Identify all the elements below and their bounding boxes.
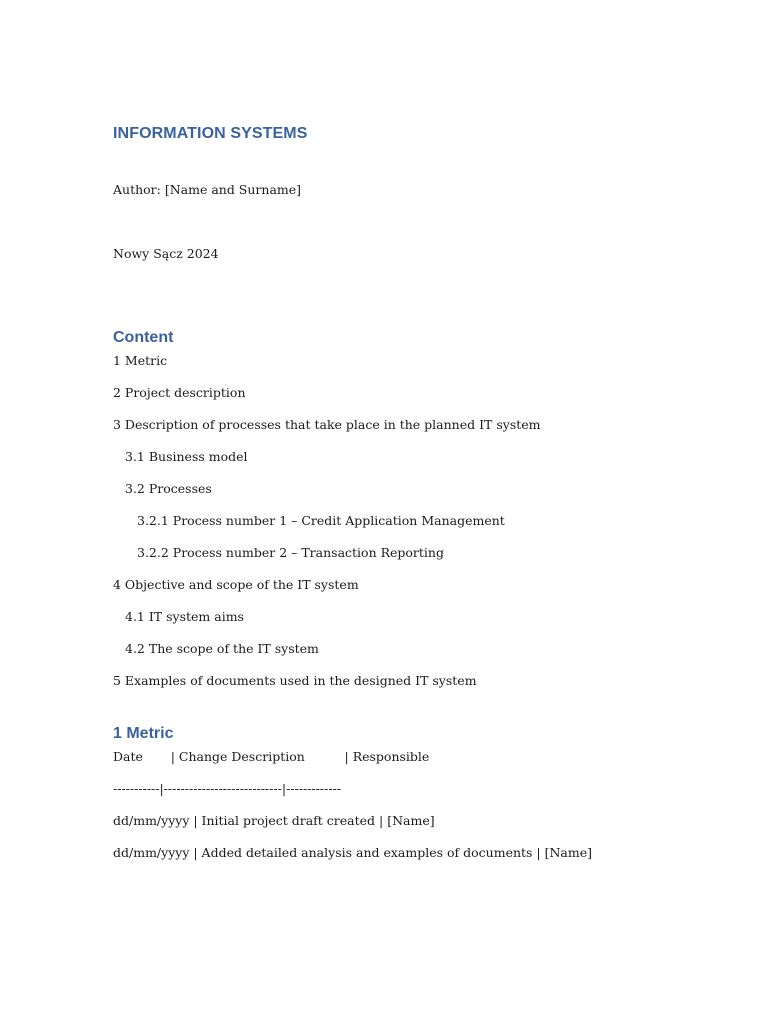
metric-separator-row: -----------|----------------------------|------------- bbox=[113, 781, 342, 796]
document-title: INFORMATION SYSTEMS bbox=[113, 125, 308, 142]
toc-item: 3 Description of processes that take place in the planned IT system bbox=[113, 417, 541, 432]
toc-item: 4 Objective and scope of the IT system bbox=[113, 577, 359, 592]
place-year-line: Nowy Sącz 2024 bbox=[113, 246, 219, 261]
toc-item: 1 Metric bbox=[113, 353, 168, 368]
metric-row: dd/mm/yyyy | Initial project draft created | [Name] bbox=[113, 813, 435, 828]
toc-item: 3.2 Processes bbox=[125, 481, 212, 496]
toc-item: 3.1 Business model bbox=[125, 449, 248, 464]
metric-row: dd/mm/yyyy | Added detailed analysis and examples of documents | [Name] bbox=[113, 845, 593, 860]
toc-heading: Content bbox=[113, 329, 174, 346]
toc-item: 3.2.2 Process number 2 – Transaction Reporting bbox=[137, 545, 444, 560]
toc-item: 2 Project description bbox=[113, 385, 246, 400]
toc-item: 3.2.1 Process number 1 – Credit Application Management bbox=[137, 513, 505, 528]
toc-item: 4.2 The scope of the IT system bbox=[125, 641, 319, 656]
toc-item: 4.1 IT system aims bbox=[125, 609, 244, 624]
author-line: Author: [Name and Surname] bbox=[113, 182, 302, 197]
metric-heading: 1 Metric bbox=[113, 725, 174, 742]
table-of-contents bbox=[113, 353, 541, 705]
toc-item: 5 Examples of documents used in the designed IT system bbox=[113, 673, 477, 688]
metric-table bbox=[113, 749, 592, 877]
metric-header-row: Date | Change Description | Responsible bbox=[113, 749, 430, 764]
